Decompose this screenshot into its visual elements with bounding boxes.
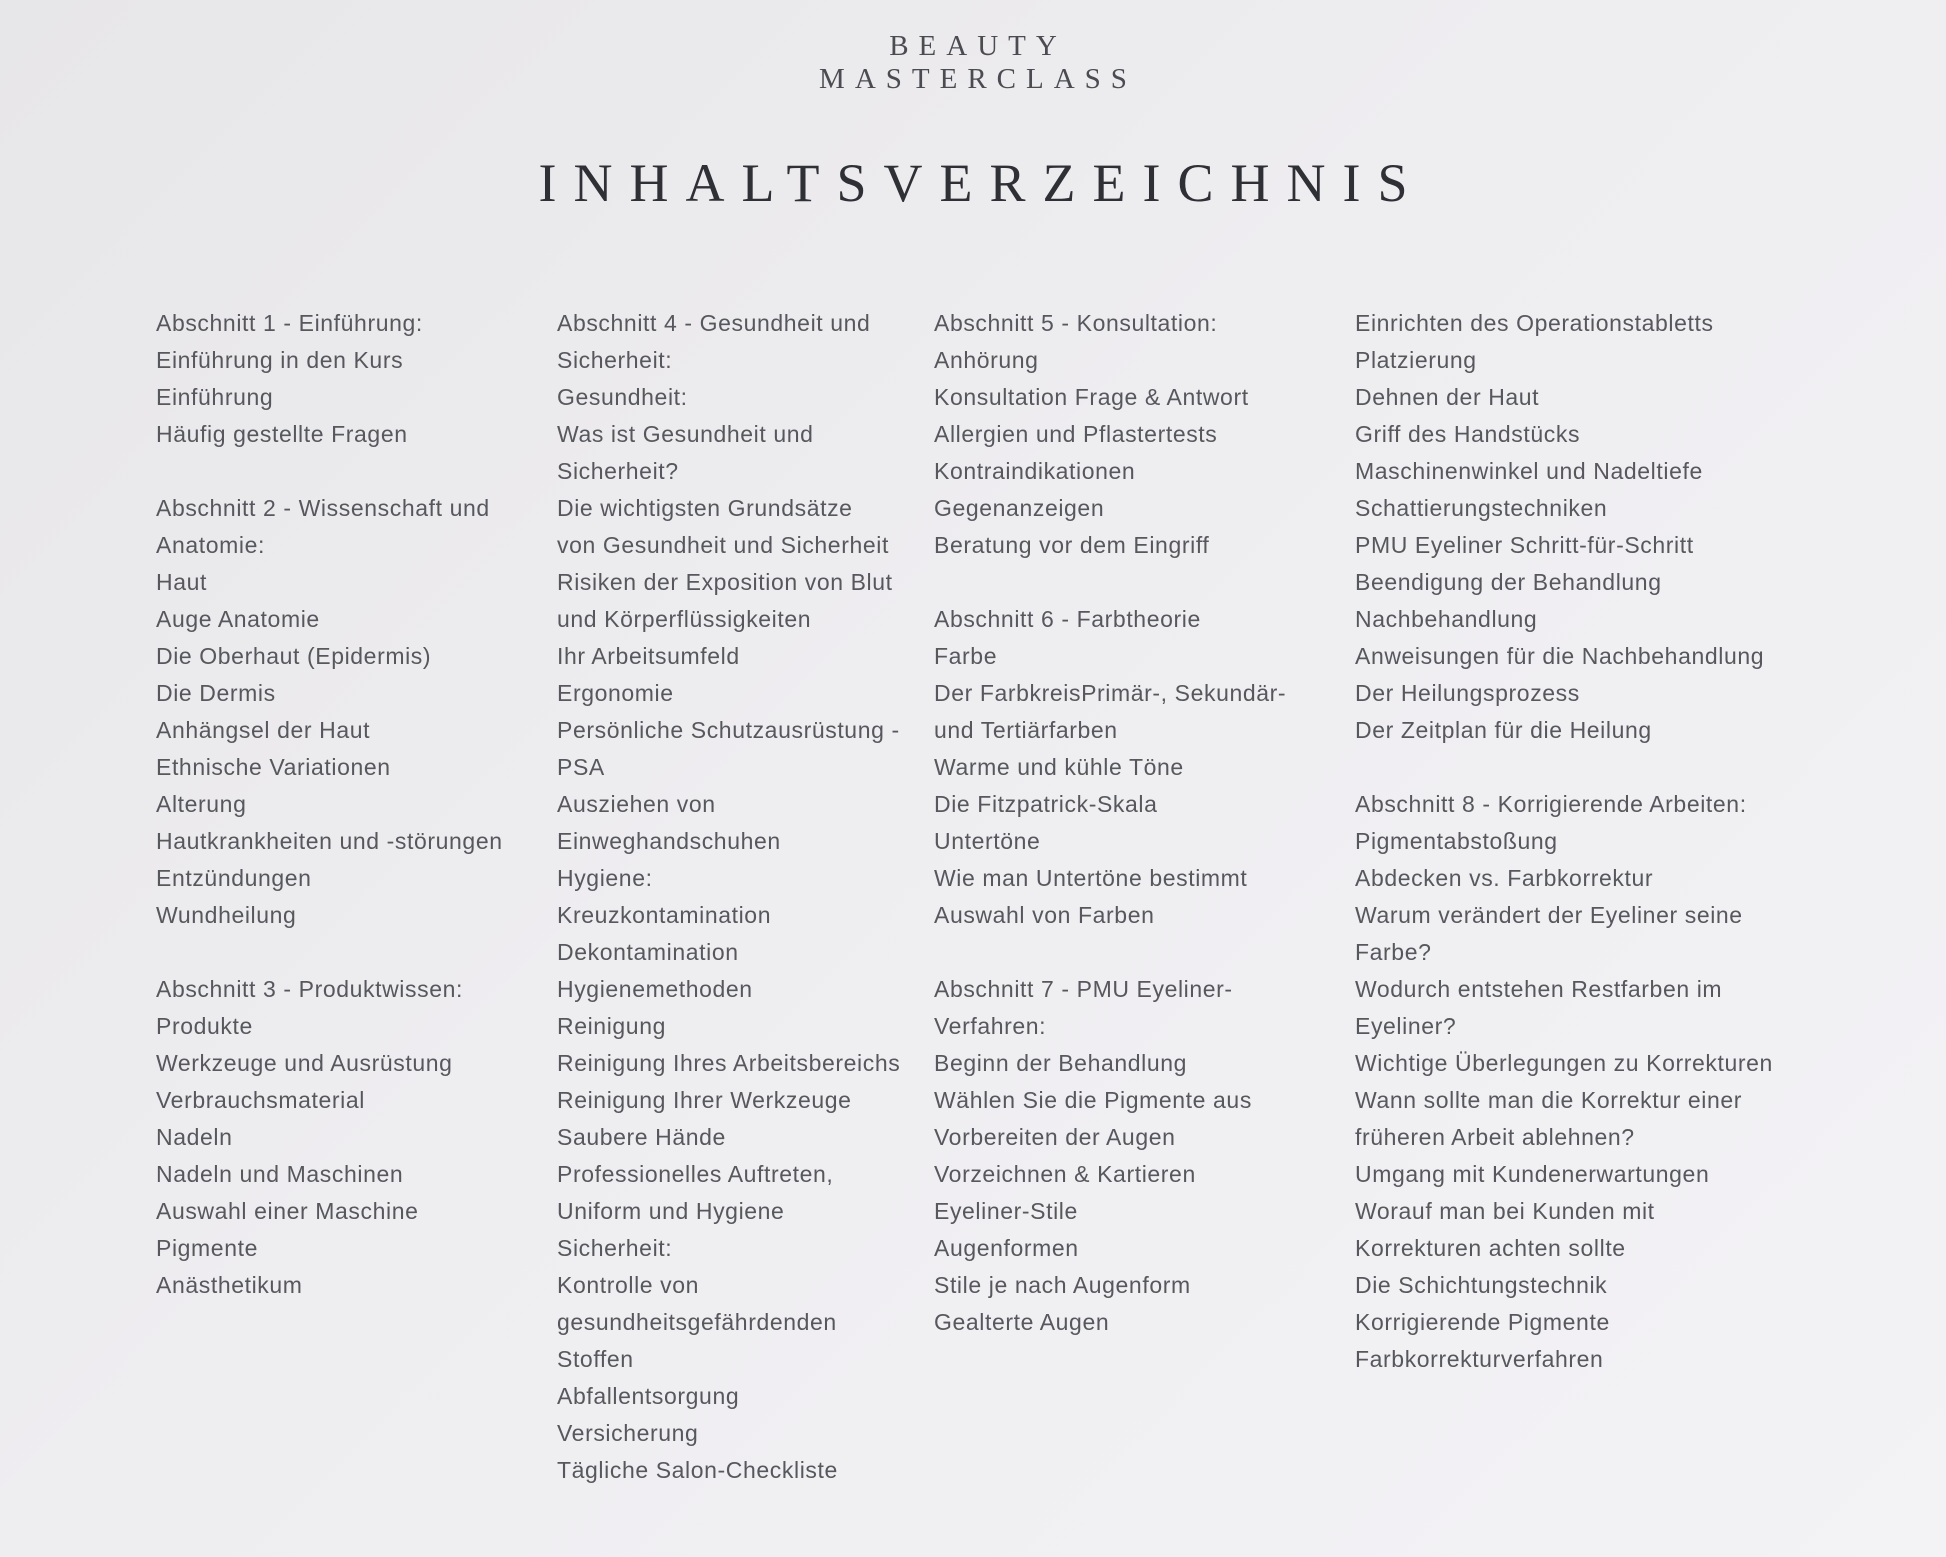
toc-entry: Kreuzkontamination xyxy=(557,902,772,928)
toc-entry: Der FarbkreisPrimär-, Sekundär- xyxy=(934,680,1287,706)
toc-entry: Sicherheit: xyxy=(557,347,673,373)
toc-entry: Entzündungen xyxy=(156,865,312,891)
toc-entry: Kontraindikationen xyxy=(934,458,1136,484)
toc-section-heading: Abschnitt 5 - Konsultation: xyxy=(934,310,1218,336)
toc-entry: Produkte xyxy=(156,1013,253,1039)
section-spacer xyxy=(934,564,1324,601)
toc-entry: Auge Anatomie xyxy=(156,606,320,632)
toc-entry: Schattierungstechniken xyxy=(1355,495,1608,521)
toc-entry: Anästhetikum xyxy=(156,1272,303,1298)
toc-entry: Wählen Sie die Pigmente aus xyxy=(934,1087,1252,1113)
toc-entry: Einführung in den Kurs xyxy=(156,347,404,373)
brand-logo xyxy=(0,30,1946,96)
toc-entry: Gesundheit: xyxy=(557,384,688,410)
toc-entry: Saubere Hände xyxy=(557,1124,726,1150)
toc-entry: Haut xyxy=(156,569,207,595)
toc-entry: Anhängsel der Haut xyxy=(156,717,371,743)
toc-entry: Anweisungen für die Nachbehandlung xyxy=(1355,643,1765,669)
toc-entry: Eyeliner-Stile xyxy=(934,1198,1078,1224)
toc-entry: Konsultation Frage & Antwort xyxy=(934,384,1249,410)
toc-entry: Beginn der Behandlung xyxy=(934,1050,1188,1076)
toc-entry: Beendigung der Behandlung xyxy=(1355,569,1662,595)
toc-entry: Anhörung xyxy=(934,347,1039,373)
toc-entry: Beratung vor dem Eingriff xyxy=(934,532,1210,558)
toc-section-heading: Abschnitt 6 - Farbtheorie xyxy=(934,606,1201,632)
toc-entry: PMU Eyeliner Schritt-für-Schritt xyxy=(1355,532,1694,558)
toc-entry: und Körperflüssigkeiten xyxy=(557,606,812,632)
toc-entry: und Tertiärfarben xyxy=(934,717,1118,743)
toc-entry: Maschinenwinkel und Nadeltiefe xyxy=(1355,458,1703,484)
toc-column-3 xyxy=(934,305,1324,1341)
section-spacer xyxy=(934,934,1324,971)
toc-entry: Alterung xyxy=(156,791,247,817)
toc-entry: Die Schichtungstechnik xyxy=(1355,1272,1608,1298)
toc-entry: Korrigierende Pigmente xyxy=(1355,1309,1610,1335)
toc-entry: Pigmente xyxy=(156,1235,258,1261)
toc-entry: Platzierung xyxy=(1355,347,1477,373)
toc-entry: Stile je nach Augenform xyxy=(934,1272,1191,1298)
toc-entry: früheren Arbeit ablehnen? xyxy=(1355,1124,1635,1150)
toc-entry: Eyeliner? xyxy=(1355,1013,1457,1039)
toc-entry: Wundheilung xyxy=(156,902,297,928)
toc-entry: Ausziehen von xyxy=(557,791,716,817)
section-spacer xyxy=(1355,749,1795,786)
toc-entry: Verfahren: xyxy=(934,1013,1047,1039)
toc-entry: Versicherung xyxy=(557,1420,699,1446)
toc-entry: Wie man Untertöne bestimmt xyxy=(934,865,1248,891)
toc-entry: Die Oberhaut (Epidermis) xyxy=(156,643,432,669)
toc-entry: Augenformen xyxy=(934,1235,1079,1261)
toc-entry: Nachbehandlung xyxy=(1355,606,1538,632)
toc-entry: Häufig gestellte Fragen xyxy=(156,421,408,447)
toc-entry: Tägliche Salon-Checkliste xyxy=(557,1457,838,1483)
toc-entry: Professionelles Auftreten, xyxy=(557,1161,834,1187)
toc-entry: Reinigung xyxy=(557,1013,666,1039)
toc-entry: Persönliche Schutzausrüstung - xyxy=(557,717,900,743)
toc-section-heading: Abschnitt 2 - Wissenschaft und xyxy=(156,495,490,521)
toc-entry: Werkzeuge und Ausrüstung xyxy=(156,1050,453,1076)
toc-section-heading: Abschnitt 4 - Gesundheit und xyxy=(557,310,871,336)
toc-entry: Vorbereiten der Augen xyxy=(934,1124,1176,1150)
toc-entry: Hygiene: xyxy=(557,865,653,891)
toc-column-2 xyxy=(557,305,937,1489)
toc-entry: Untertöne xyxy=(934,828,1041,854)
toc-entry: Pigmentabstoßung xyxy=(1355,828,1558,854)
toc-entry: Worauf man bei Kunden mit xyxy=(1355,1198,1655,1224)
toc-entry: Anatomie: xyxy=(156,532,265,558)
toc-entry: Gealterte Augen xyxy=(934,1309,1110,1335)
toc-entry: Kontrolle von xyxy=(557,1272,700,1298)
toc-entry: Vorzeichnen & Kartieren xyxy=(934,1161,1196,1187)
toc-entry: Wodurch entstehen Restfarben im xyxy=(1355,976,1723,1002)
toc-entry: Gegenanzeigen xyxy=(934,495,1105,521)
toc-entry: Dehnen der Haut xyxy=(1355,384,1540,410)
toc-entry: Einweghandschuhen xyxy=(557,828,781,854)
toc-entry: Hautkrankheiten und -störungen xyxy=(156,828,503,854)
toc-entry: Einrichten des Operationstabletts xyxy=(1355,310,1714,336)
toc-entry: Der Heilungsprozess xyxy=(1355,680,1580,706)
toc-entry: Die wichtigsten Grundsätze xyxy=(557,495,853,521)
toc-entry: Hygienemethoden xyxy=(557,976,753,1002)
toc-entry: Uniform und Hygiene xyxy=(557,1198,785,1224)
toc-section-heading: Abschnitt 1 - Einführung: xyxy=(156,310,423,336)
toc-entry: Farbe xyxy=(934,643,998,669)
toc-entry: Die Fitzpatrick-Skala xyxy=(934,791,1158,817)
page-title xyxy=(0,150,1946,216)
toc-column-4 xyxy=(1355,305,1795,1378)
toc-entry: Ihr Arbeitsumfeld xyxy=(557,643,740,669)
toc-entry: Korrekturen achten sollte xyxy=(1355,1235,1626,1261)
toc-entry: Warme und kühle Töne xyxy=(934,754,1184,780)
toc-entry: Sicherheit? xyxy=(557,458,679,484)
toc-entry: von Gesundheit und Sicherheit xyxy=(557,532,889,558)
toc-entry: Abfallentsorgung xyxy=(557,1383,740,1409)
toc-entry: Nadeln und Maschinen xyxy=(156,1161,404,1187)
toc-entry: Risiken der Exposition von Blut xyxy=(557,569,893,595)
toc-entry: Farbkorrekturverfahren xyxy=(1355,1346,1604,1372)
section-spacer xyxy=(156,453,536,490)
toc-section-heading: Abschnitt 8 - Korrigierende Arbeiten: xyxy=(1355,791,1747,817)
toc-entry: Verbrauchsmaterial xyxy=(156,1087,365,1113)
toc-entry: Wichtige Überlegungen zu Korrekturen xyxy=(1355,1050,1773,1076)
toc-entry: Farbe? xyxy=(1355,939,1432,965)
toc-entry: Ergonomie xyxy=(557,680,674,706)
brand-line-1: BEAUTY xyxy=(889,30,1067,62)
toc-entry: Stoffen xyxy=(557,1346,634,1372)
toc-entry: Griff des Handstücks xyxy=(1355,421,1581,447)
toc-entry: Der Zeitplan für die Heilung xyxy=(1355,717,1652,743)
toc-entry: Auswahl einer Maschine xyxy=(156,1198,419,1224)
section-spacer xyxy=(156,934,536,971)
toc-entry: Ethnische Variationen xyxy=(156,754,391,780)
toc-entry: Allergien und Pflastertests xyxy=(934,421,1218,447)
toc-entry: Nadeln xyxy=(156,1124,233,1150)
toc-entry: Reinigung Ihrer Werkzeuge xyxy=(557,1087,852,1113)
toc-entry: PSA xyxy=(557,754,605,780)
brand-line-2: MASTERCLASS xyxy=(819,63,1137,95)
toc-entry: Sicherheit: xyxy=(557,1235,673,1261)
toc-entry: Was ist Gesundheit und xyxy=(557,421,814,447)
toc-entry: Auswahl von Farben xyxy=(934,902,1155,928)
toc-column-1 xyxy=(156,305,536,1304)
toc-entry: Dekontamination xyxy=(557,939,739,965)
toc-entry: Die Dermis xyxy=(156,680,276,706)
toc-entry: Abdecken vs. Farbkorrektur xyxy=(1355,865,1654,891)
toc-entry: Umgang mit Kundenerwartungen xyxy=(1355,1161,1710,1187)
toc-section-heading: Abschnitt 7 - PMU Eyeliner- xyxy=(934,976,1233,1002)
toc-entry: gesundheitsgefährdenden xyxy=(557,1309,837,1335)
toc-entry: Reinigung Ihres Arbeitsbereichs xyxy=(557,1050,901,1076)
toc-section-heading: Abschnitt 3 - Produktwissen: xyxy=(156,976,463,1002)
toc-entry: Warum verändert der Eyeliner seine xyxy=(1355,902,1743,928)
toc-entry: Wann sollte man die Korrektur einer xyxy=(1355,1087,1743,1113)
toc-entry: Einführung xyxy=(156,384,274,410)
page-title-text: INHALTSVERZEICHNIS xyxy=(538,153,1425,213)
